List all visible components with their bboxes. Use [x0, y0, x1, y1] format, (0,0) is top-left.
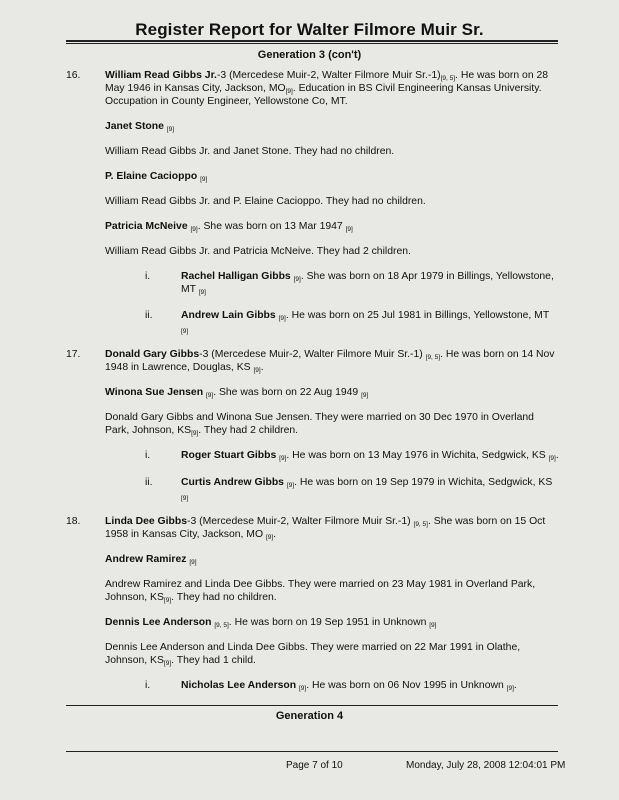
entry-line: Occupation in County Engineer, Yellowstone Co, MT.: [105, 96, 348, 107]
report-title: Register Report for Walter Filmore Muir Sr.: [135, 20, 484, 39]
child-roman: ii.: [145, 310, 153, 321]
marriage-text: Andrew Ramirez and Linda Dee Gibbs. They were married on 23 May 1981 in Overland Park,: [105, 579, 536, 590]
spouse-line: Winona Sue Jensen [9]. She was born on 22 Aug 1949 [9]: [105, 387, 369, 399]
marriage-text: Dennis Lee Anderson and Linda Dee Gibbs. They were married on 22 Mar 1991 in Olathe,: [105, 642, 521, 653]
next-generation-heading: Generation 4: [275, 710, 344, 722]
report-timestamp: Monday, July 28, 2008 12:04:01 PM: [406, 760, 566, 771]
spouse-name: Patricia McNeive: [105, 221, 188, 232]
child-name: Curtis Andrew Gibbs: [181, 477, 284, 488]
spouse-line: P. Elaine Cacioppo [9]: [105, 171, 208, 183]
child-name: Nicholas Lee Anderson: [181, 680, 297, 691]
child-name: Roger Stuart Gibbs: [181, 450, 277, 461]
child-name: Rachel Halligan Gibbs: [181, 271, 291, 282]
person-name: Donald Gary Gibbs: [105, 349, 200, 360]
marriage-text: Johnson, KS[9]. They had 1 child.: [105, 655, 256, 667]
marriage-text: William Read Gibbs Jr. and Janet Stone. They had no children.: [105, 146, 395, 157]
generation-heading: Generation 3 (con't): [257, 49, 362, 61]
child-line: Curtis Andrew Gibbs [9]. He was born on 19 Sep 1979 in Wichita, Sedgwick, KS: [181, 477, 553, 489]
person-name: Linda Dee Gibbs: [105, 516, 187, 527]
entry-line: May 1946 in Kansas City, Jackson, MO[9]. Education in BS Civil Engineering Kansas University.: [105, 83, 542, 95]
spouse-line: Dennis Lee Anderson [9, 5]. He was born on 19 Sep 1951 in Unknown [9]: [105, 617, 437, 629]
marriage-text: Donald Gary Gibbs and Winona Sue Jensen. They were married on 30 Dec 1970 in Overland: [105, 412, 534, 423]
child-line: [9]: [181, 495, 189, 502]
marriage-text: Park, Johnson, KS[9]. They had 2 children.: [105, 425, 299, 437]
child-line: [9]: [181, 328, 189, 335]
entry-line: 1958 in Kansas City, Jackson, MO [9].: [105, 529, 277, 541]
spouse-line: Andrew Ramirez [9]: [105, 554, 197, 566]
marriage-text: William Read Gibbs Jr. and P. Elaine Cacioppo. They had no children.: [105, 196, 426, 207]
child-line: Roger Stuart Gibbs [9]. He was born on 13 May 1976 in Wichita, Sedgwick, KS [9].: [181, 450, 559, 462]
child-line: Andrew Lain Gibbs [9]. He was born on 25 Jul 1981 in Billings, Yellowstone, MT: [181, 310, 550, 322]
child-name: Andrew Lain Gibbs: [181, 310, 276, 321]
entry-line: Donald Gary Gibbs-3 (Mercedese Muir-2, Walter Filmore Muir Sr.-1) [9, 5]. He was born on 14 Nov: [105, 349, 555, 361]
spouse-name: Andrew Ramirez: [105, 554, 187, 565]
child-roman: i.: [145, 450, 151, 461]
child-roman: i.: [145, 271, 151, 282]
entry-number: 16.: [66, 70, 81, 81]
child-roman: ii.: [145, 477, 153, 488]
person-name: William Read Gibbs Jr.: [105, 70, 217, 81]
child-roman: i.: [145, 680, 151, 691]
entry-number: 18.: [66, 516, 81, 527]
entry-line: 1948 in Lawrence, Douglas, KS [9].: [105, 362, 264, 374]
title-rule-thin: [66, 43, 558, 44]
spouse-name: Dennis Lee Anderson: [105, 617, 212, 628]
child-line: Nicholas Lee Anderson [9]. He was born on 06 Nov 1995 in Unknown [9].: [181, 680, 517, 692]
spouse-line: Janet Stone [9]: [105, 121, 175, 133]
page-number: Page 7 of 10: [286, 760, 343, 771]
child-line: Rachel Halligan Gibbs [9]. She was born on 18 Apr 1979 in Billings, Yellowstone,: [181, 271, 554, 283]
spouse-line: Patricia McNeive [9]. She was born on 13 Mar 1947 [9]: [105, 221, 353, 233]
section-divider: [66, 705, 558, 706]
spouse-name: P. Elaine Cacioppo: [105, 171, 198, 182]
spouse-name: Winona Sue Jensen: [105, 387, 204, 398]
child-line: MT [9]: [181, 284, 206, 296]
footer-rule: [66, 751, 558, 752]
marriage-text: William Read Gibbs Jr. and Patricia McNeive. They had 2 children.: [105, 246, 411, 257]
title-rule: [66, 40, 558, 42]
spouse-name: Janet Stone: [105, 121, 164, 132]
marriage-text: Johnson, KS[9]. They had no children.: [105, 592, 277, 604]
entry-number: 17.: [66, 349, 81, 360]
entry-line: Linda Dee Gibbs-3 (Mercedese Muir-2, Walter Filmore Muir Sr.-1) [9, 5]. She was born on 15 Oct: [105, 516, 546, 528]
entry-line: William Read Gibbs Jr.-3 (Mercedese Muir-2, Walter Filmore Muir Sr.-1)[9, 5]. He was born on 28: [105, 70, 549, 82]
